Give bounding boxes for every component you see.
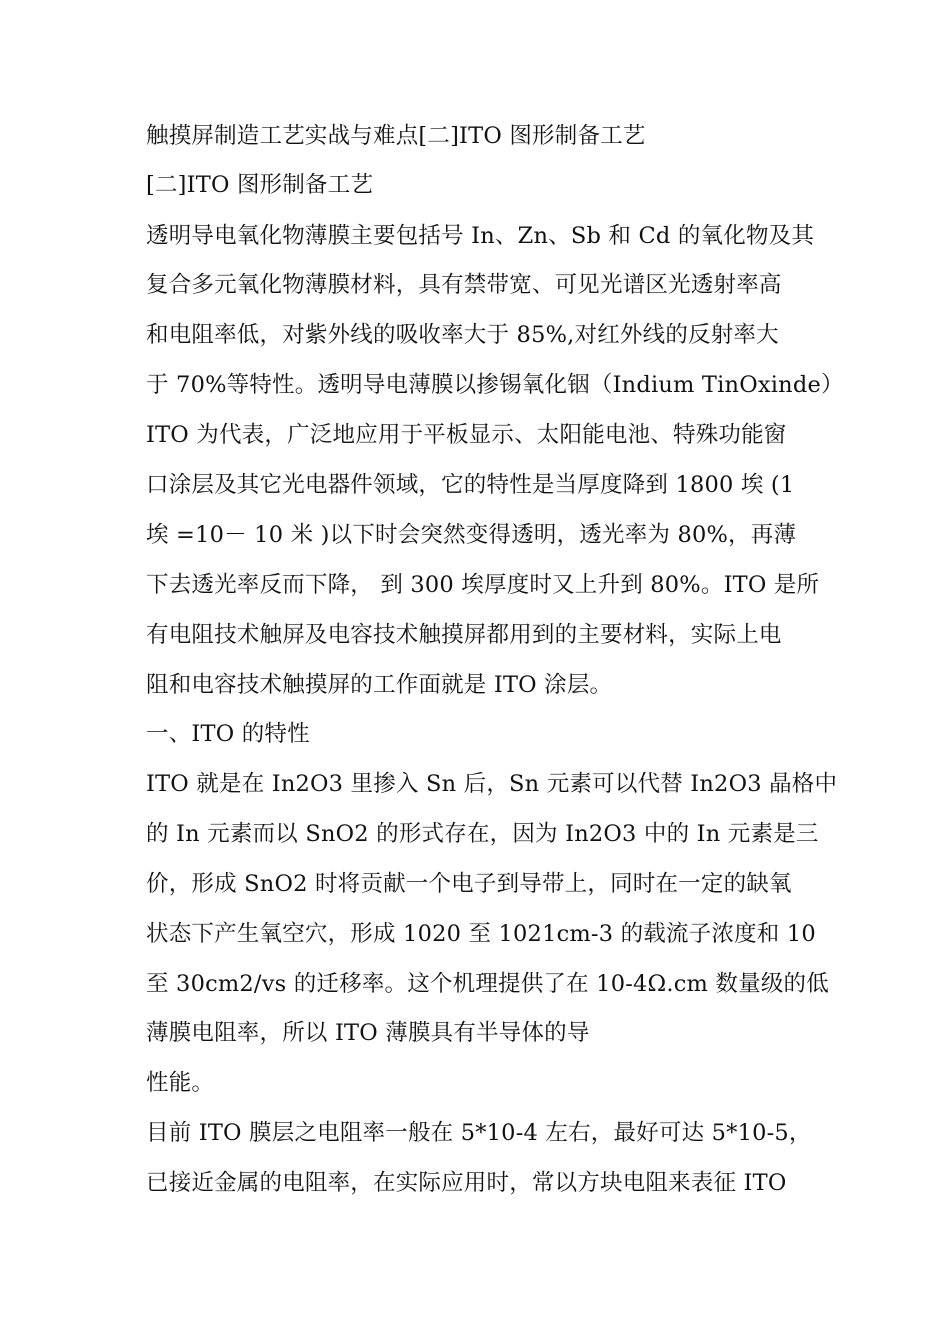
- paragraph-line: 性能。: [146, 1070, 215, 1096]
- paragraph-line: 的 In 元素而以 SnO2 的形式存在，因为 In2O3 中的 In 元素是三: [146, 821, 819, 847]
- paragraph-line: 已接近金属的电阻率，在实际应用时，常以方块电阻来表征 ITO: [146, 1170, 787, 1196]
- paragraph-line: ITO 为代表，广泛地应用于平板显示、太阳能电池、特殊功能窗: [146, 422, 787, 448]
- paragraph-line: 价，形成 SnO2 时将贡献一个电子到导带上，同时在一定的缺氧: [146, 871, 792, 897]
- paragraph-line: 于 70%等特性。透明导电薄膜以掺锡氧化铟（Indium TinOxinde）: [146, 372, 844, 398]
- document-subtitle: [二]ITO 图形制备工艺: [146, 172, 374, 198]
- paragraph-line: 埃 =10－ 10 米 )以下时会突然变得透明，透光率为 80%，再薄: [146, 522, 797, 548]
- paragraph-line: 复合多元氧化物薄膜材料，具有禁带宽、可见光谱区光透射率高: [146, 272, 782, 298]
- paragraph-line: 阻和电容技术触摸屏的工作面就是 ITO 涂层。: [146, 672, 613, 698]
- paragraph-line: 和电阻率低，对紫外线的吸收率大于 85%,对红外线的反射率大: [146, 322, 779, 348]
- paragraph-line: 目前 ITO 膜层之电阻率一般在 5*10-4 左右，最好可达 5*10-5，: [146, 1120, 812, 1146]
- paragraph-line: 薄膜电阻率，所以 ITO 薄膜具有半导体的导: [146, 1020, 590, 1046]
- document-title: 触摸屏制造工艺实战与难点[二]ITO 图形制备工艺: [146, 123, 646, 149]
- paragraph-line: 状态下产生氧空穴，形成 1020 至 1021cm-3 的载流子浓度和 10: [146, 921, 816, 947]
- paragraph-line: 下去透光率反而下降， 到 300 埃厚度时又上升到 80%。ITO 是所: [146, 572, 820, 598]
- paragraph-line: ITO 就是在 In2O3 里掺入 Sn 后，Sn 元素可以代替 In2O3 晶格中: [146, 771, 838, 797]
- paragraph-line: 口涂层及其它光电器件领域，它的特性是当厚度降到 1800 埃 (1: [146, 472, 795, 498]
- paragraph-line: 至 30cm2/vs 的迁移率。这个机理提供了在 10-4Ω.cm 数量级的低: [146, 971, 829, 997]
- paragraph-line: 透明导电氧化物薄膜主要包括号 In、Zn、Sb 和 Cd 的氧化物及其: [146, 223, 815, 249]
- section-heading: 一、ITO 的特性: [146, 721, 310, 747]
- paragraph-line: 有电阻技术触屏及电容技术触摸屏都用到的主要材料，实际上电: [146, 622, 782, 648]
